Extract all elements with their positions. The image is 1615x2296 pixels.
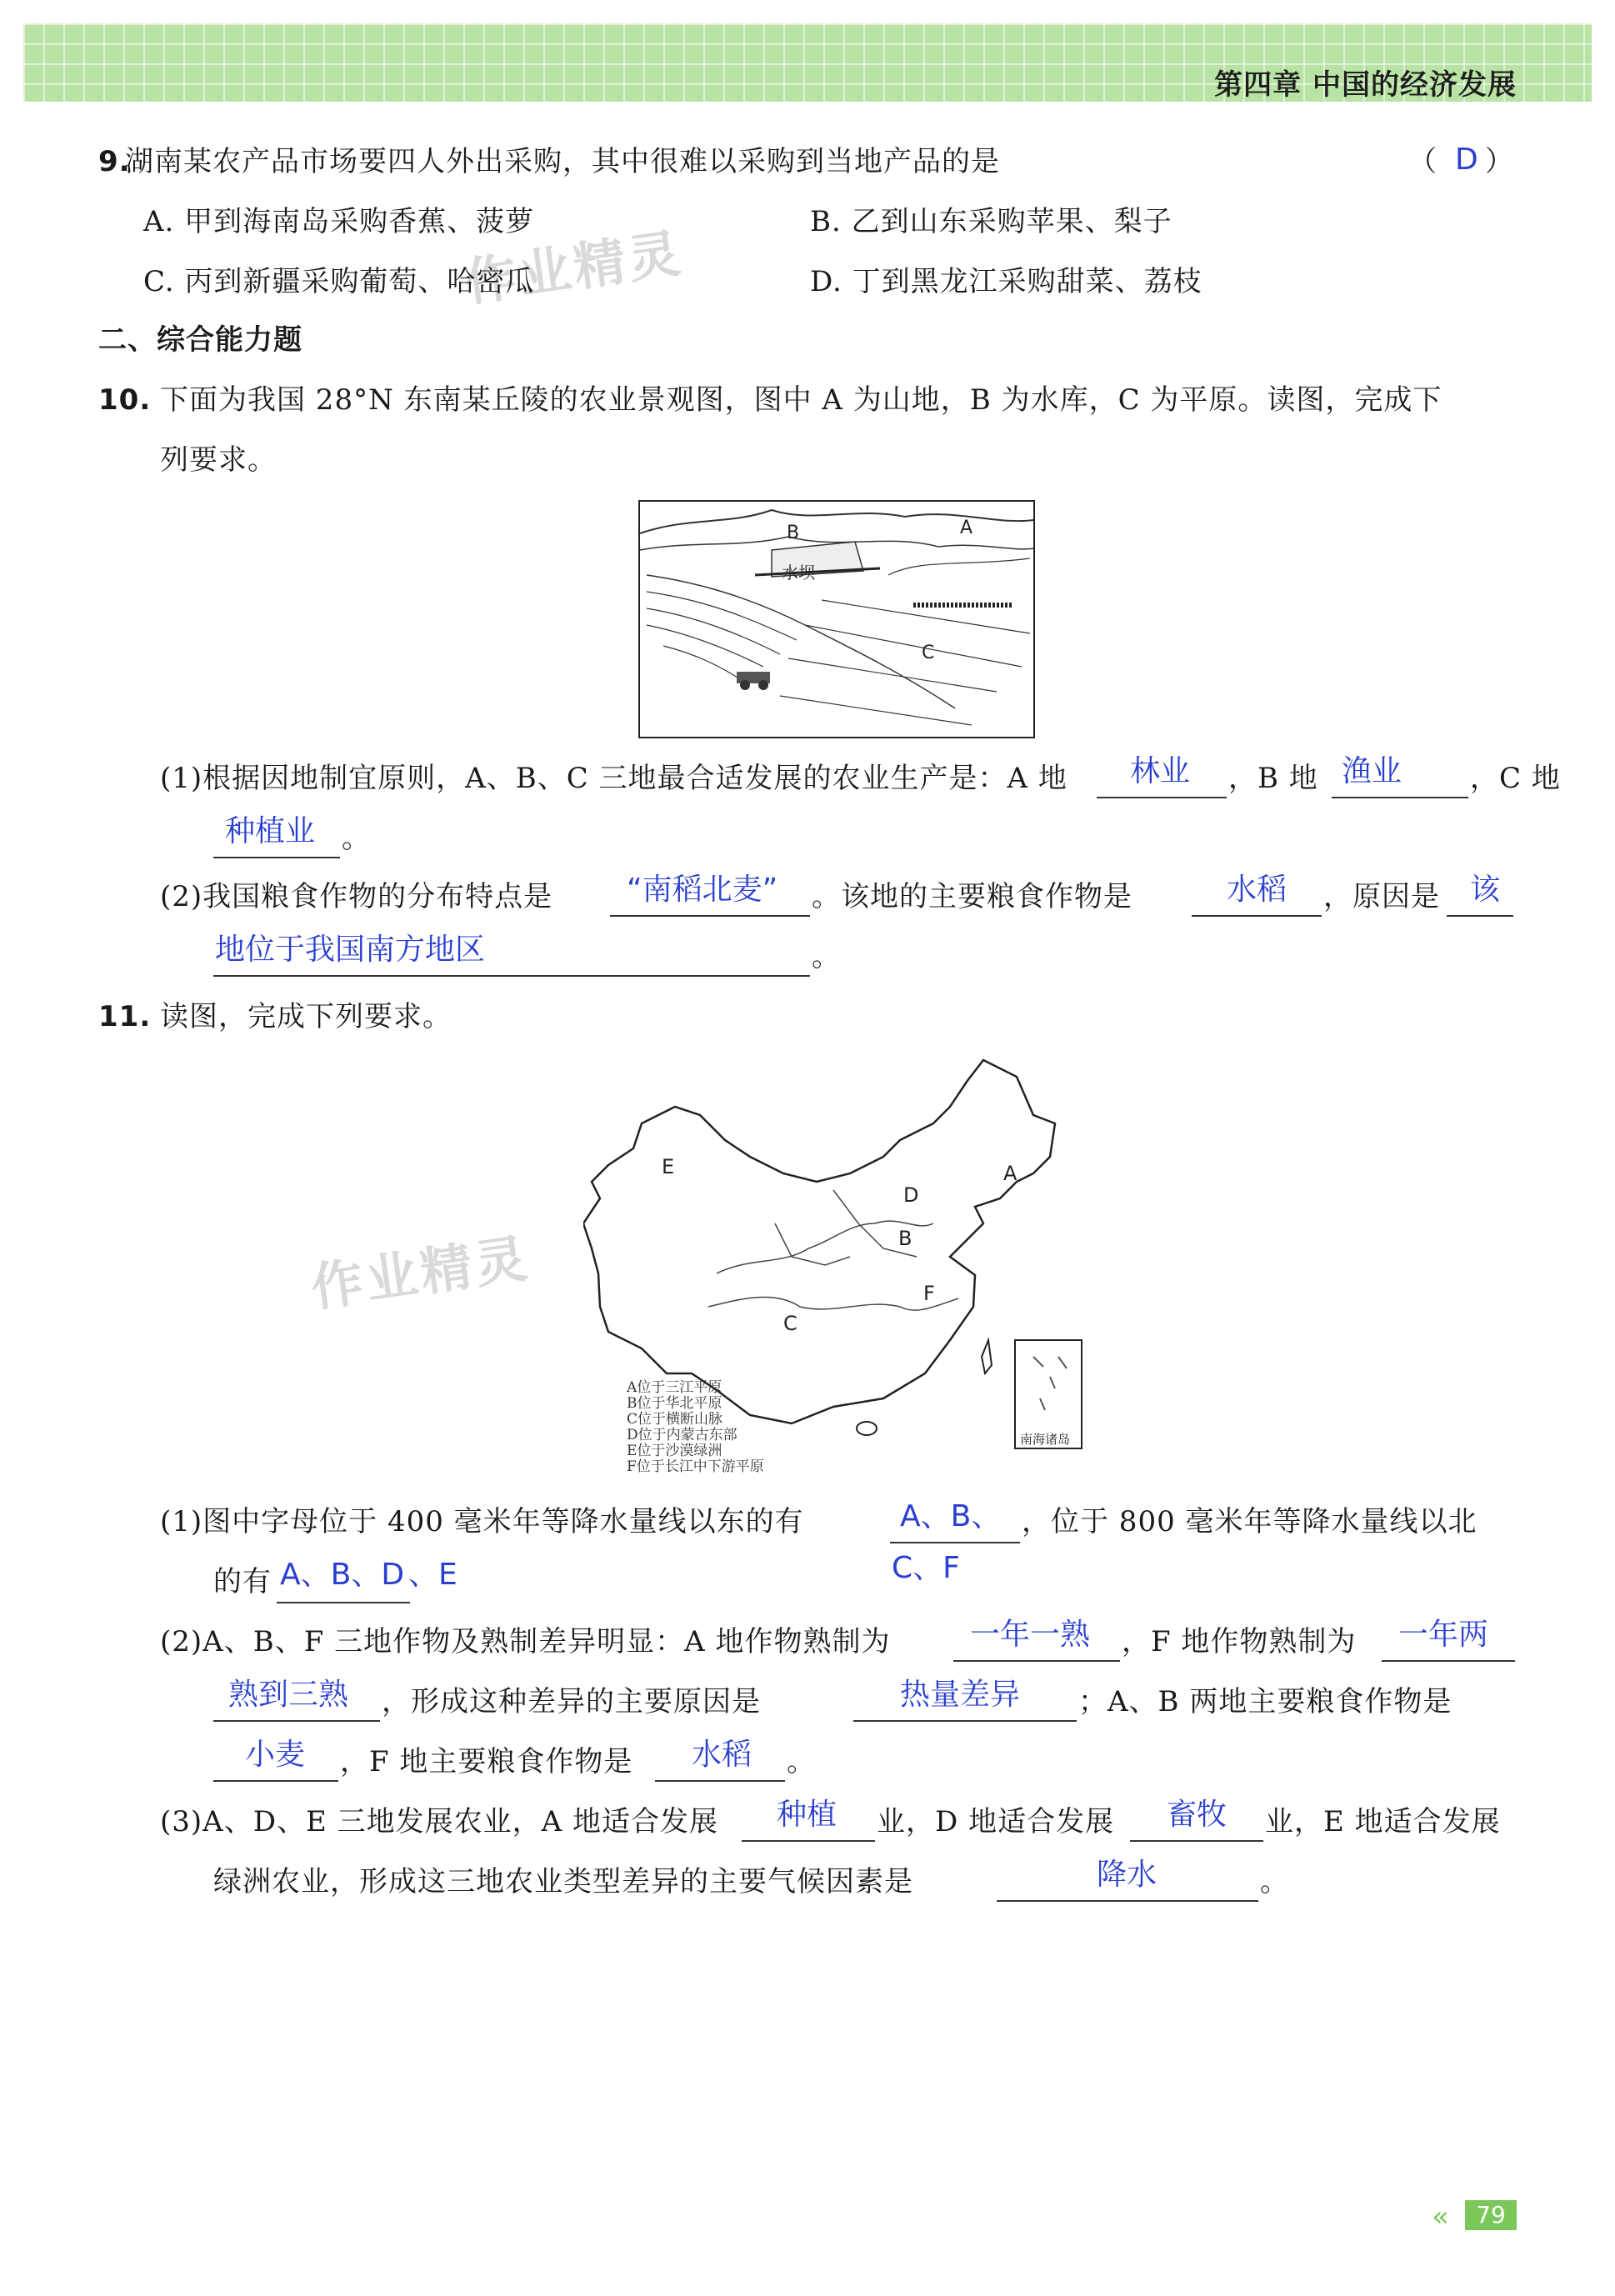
figure-label-c: C [922, 643, 935, 663]
answer-blank [655, 1780, 785, 1782]
q11-p2-text-b: ，F 地作物熟制为 [1122, 1625, 1357, 1658]
answer-blank [1192, 915, 1322, 917]
legend-item: E位于沙漠绿洲 [627, 1443, 722, 1459]
q11-p3-answer-b: 畜牧 [1167, 1798, 1228, 1832]
q10-p2-text-c: ，原因是 [1323, 880, 1440, 913]
q10-p1-text-c: ，C 地 [1470, 762, 1561, 795]
figure-label-a: A [960, 518, 973, 538]
q11-p3-text-d: 绿洲农业，形成这三地农业类型差异的主要气候因素是 [213, 1865, 913, 1898]
q11-number: 11. [98, 1000, 152, 1033]
section-title: 二、综合能力题 [98, 323, 302, 357]
q11-p3-text-c: 业，E 地适合发展 [1265, 1805, 1501, 1838]
answer-blank [213, 857, 340, 858]
q11-p1-text-b: ，位于 800 毫米年等降水量线以北 [1022, 1505, 1478, 1538]
q9-option-d: D. 丁到黑龙江采购甜菜、荔枝 [810, 265, 1202, 298]
q9-number: 9. [98, 145, 131, 178]
q10-p1-answer-c: 种植业 [225, 814, 316, 848]
answer-blank [610, 915, 810, 917]
q11-p2-text-c: ，形成这种差异的主要原因是 [382, 1685, 761, 1718]
q10-p2-text-a: (2)我国粮食作物的分布特点是 [160, 880, 553, 913]
answer-blank [1447, 915, 1513, 917]
legend-item: F位于长江中下游平原 [627, 1458, 764, 1475]
figure-label-dam: 水坝 [782, 563, 815, 583]
map-label-c: C [783, 1312, 798, 1335]
answer-blank [213, 975, 810, 977]
q10-p1-end: 。 [342, 822, 371, 855]
legend-item: A位于三江平原 [627, 1379, 722, 1396]
q10-p1-answer-a: 林业 [1130, 754, 1191, 788]
q9-paren-right: ） [1485, 145, 1514, 178]
answer-blank [953, 1660, 1120, 1662]
q11-p2-text-a: (2)A、B、F 三地作物及熟制差异明显：A 地作物熟制为 [160, 1625, 891, 1658]
figure-label-b: B [787, 523, 800, 543]
chapter-title: 第四章 中国的经济发展 [1214, 68, 1517, 102]
q11-p2-text-e: ，F 地主要粮食作物是 [340, 1745, 633, 1778]
q11-p2-answer-a: 一年一熟 [970, 1618, 1091, 1652]
q11-p3-answer-c: 降水 [1097, 1858, 1158, 1892]
q10-stem-line1: 下面为我国 28°N 东南某丘陵的农业景观图，图中 A 为山地，B 为水库，C 为平原。读图，完成下 [160, 383, 1442, 417]
map-label-e: E [662, 1155, 675, 1178]
q10-p2-text-b: 。该地的主要粮食作物是 [812, 880, 1132, 913]
q9-option-b: B. 乙到山东采购苹果、梨子 [810, 205, 1172, 238]
legend-item: D位于内蒙古东部 [627, 1427, 738, 1443]
q10-p2-answer-a: “南稻北麦” [627, 873, 778, 907]
q11-p3-text-b: 业，D 地适合发展 [877, 1805, 1115, 1838]
q10-p2-answer-b: 水稻 [1227, 873, 1288, 907]
answer-blank [277, 1602, 410, 1603]
q11-p1-text-c: 的有 [213, 1565, 272, 1598]
page-number: 79 [1465, 2200, 1517, 2230]
q9-answer: D [1455, 143, 1478, 177]
watermark: 作业精灵 [460, 222, 688, 313]
q11-p2-answer-e: 水稻 [692, 1738, 752, 1772]
q11-p1-answer-b2: 、E [408, 1558, 458, 1592]
q10-p2-end: 。 [812, 940, 841, 973]
map-label-d: D [903, 1183, 919, 1207]
answer-blank [742, 1840, 875, 1842]
map-legend [627, 1380, 764, 1475]
q11-p2-answer-c: 热量差异 [900, 1678, 1021, 1712]
q10-number: 10. [98, 383, 152, 417]
q10-p2-answer-c1: 该 [1470, 873, 1501, 907]
answer-blank [1097, 797, 1227, 798]
q10-p1-text-b: ，B 地 [1228, 762, 1318, 795]
q11-p3-answer-a: 种植 [777, 1798, 838, 1832]
answer-blank [1382, 1660, 1515, 1662]
legend-item: C位于横断山脉 [627, 1411, 723, 1428]
q11-p2-answer-b1: 一年两 [1398, 1618, 1489, 1652]
q11-p2-text-d: ；A、B 两地主要粮食作物是 [1078, 1685, 1452, 1718]
map-label-b: B [898, 1227, 912, 1250]
q10-p1-answer-b: 渔业 [1342, 754, 1402, 788]
q11-p1-answer-a1: A、B、 [900, 1499, 1002, 1533]
q11-p3-text-a: (3)A、D、E 三地发展农业，A 地适合发展 [160, 1805, 718, 1838]
chevron-icon: « [1432, 2200, 1449, 2233]
map-label-a: A [1003, 1162, 1018, 1185]
q11-p3-end: 。 [1260, 1865, 1289, 1898]
landscape-figure [638, 500, 1035, 738]
map-label-f: F [923, 1282, 935, 1305]
q9-paren-left: （ [1408, 145, 1438, 178]
q11-p2-answer-b2: 熟到三熟 [228, 1678, 349, 1712]
watermark: 作业精灵 [307, 1227, 534, 1318]
q11-p2-end: 。 [787, 1745, 816, 1778]
q11-stem: 读图，完成下列要求。 [160, 1000, 452, 1033]
q11-p2-answer-d: 小麦 [245, 1738, 306, 1772]
q10-p1-text-a: (1)根据因地制宜原则，A、B、C 三地最合适发展的农业生产是：A 地 [160, 762, 1068, 795]
legend-item: B位于华北平原 [627, 1395, 722, 1412]
q9-stem: 湖南某农产品市场要四人外出采购，其中很难以采购到当地产品的是 [125, 145, 1000, 178]
q11-p1-answer-a2: C、F [892, 1551, 960, 1585]
q10-p2-answer-c2: 地位于我国南方地区 [215, 933, 486, 967]
q10-stem-line2: 列要求。 [160, 443, 277, 477]
q9-option-c: C. 丙到新疆采购葡萄、哈密瓜 [143, 265, 535, 298]
answer-blank [213, 1720, 380, 1722]
q11-p1-text-a: (1)图中字母位于 400 毫米年等降水量线以东的有 [160, 1505, 804, 1538]
answer-blank [213, 1780, 338, 1782]
answer-blank [1332, 797, 1468, 798]
answer-blank [890, 1542, 1020, 1543]
answer-blank [853, 1720, 1077, 1722]
answer-blank [1130, 1840, 1263, 1842]
answer-blank [997, 1900, 1258, 1902]
q9-option-a: A. 甲到海南岛采购香蕉、菠萝 [143, 205, 535, 238]
q11-p1-answer-b1: A、B、D [280, 1558, 405, 1592]
map-inset-label: 南海诸岛 [1020, 1432, 1071, 1447]
